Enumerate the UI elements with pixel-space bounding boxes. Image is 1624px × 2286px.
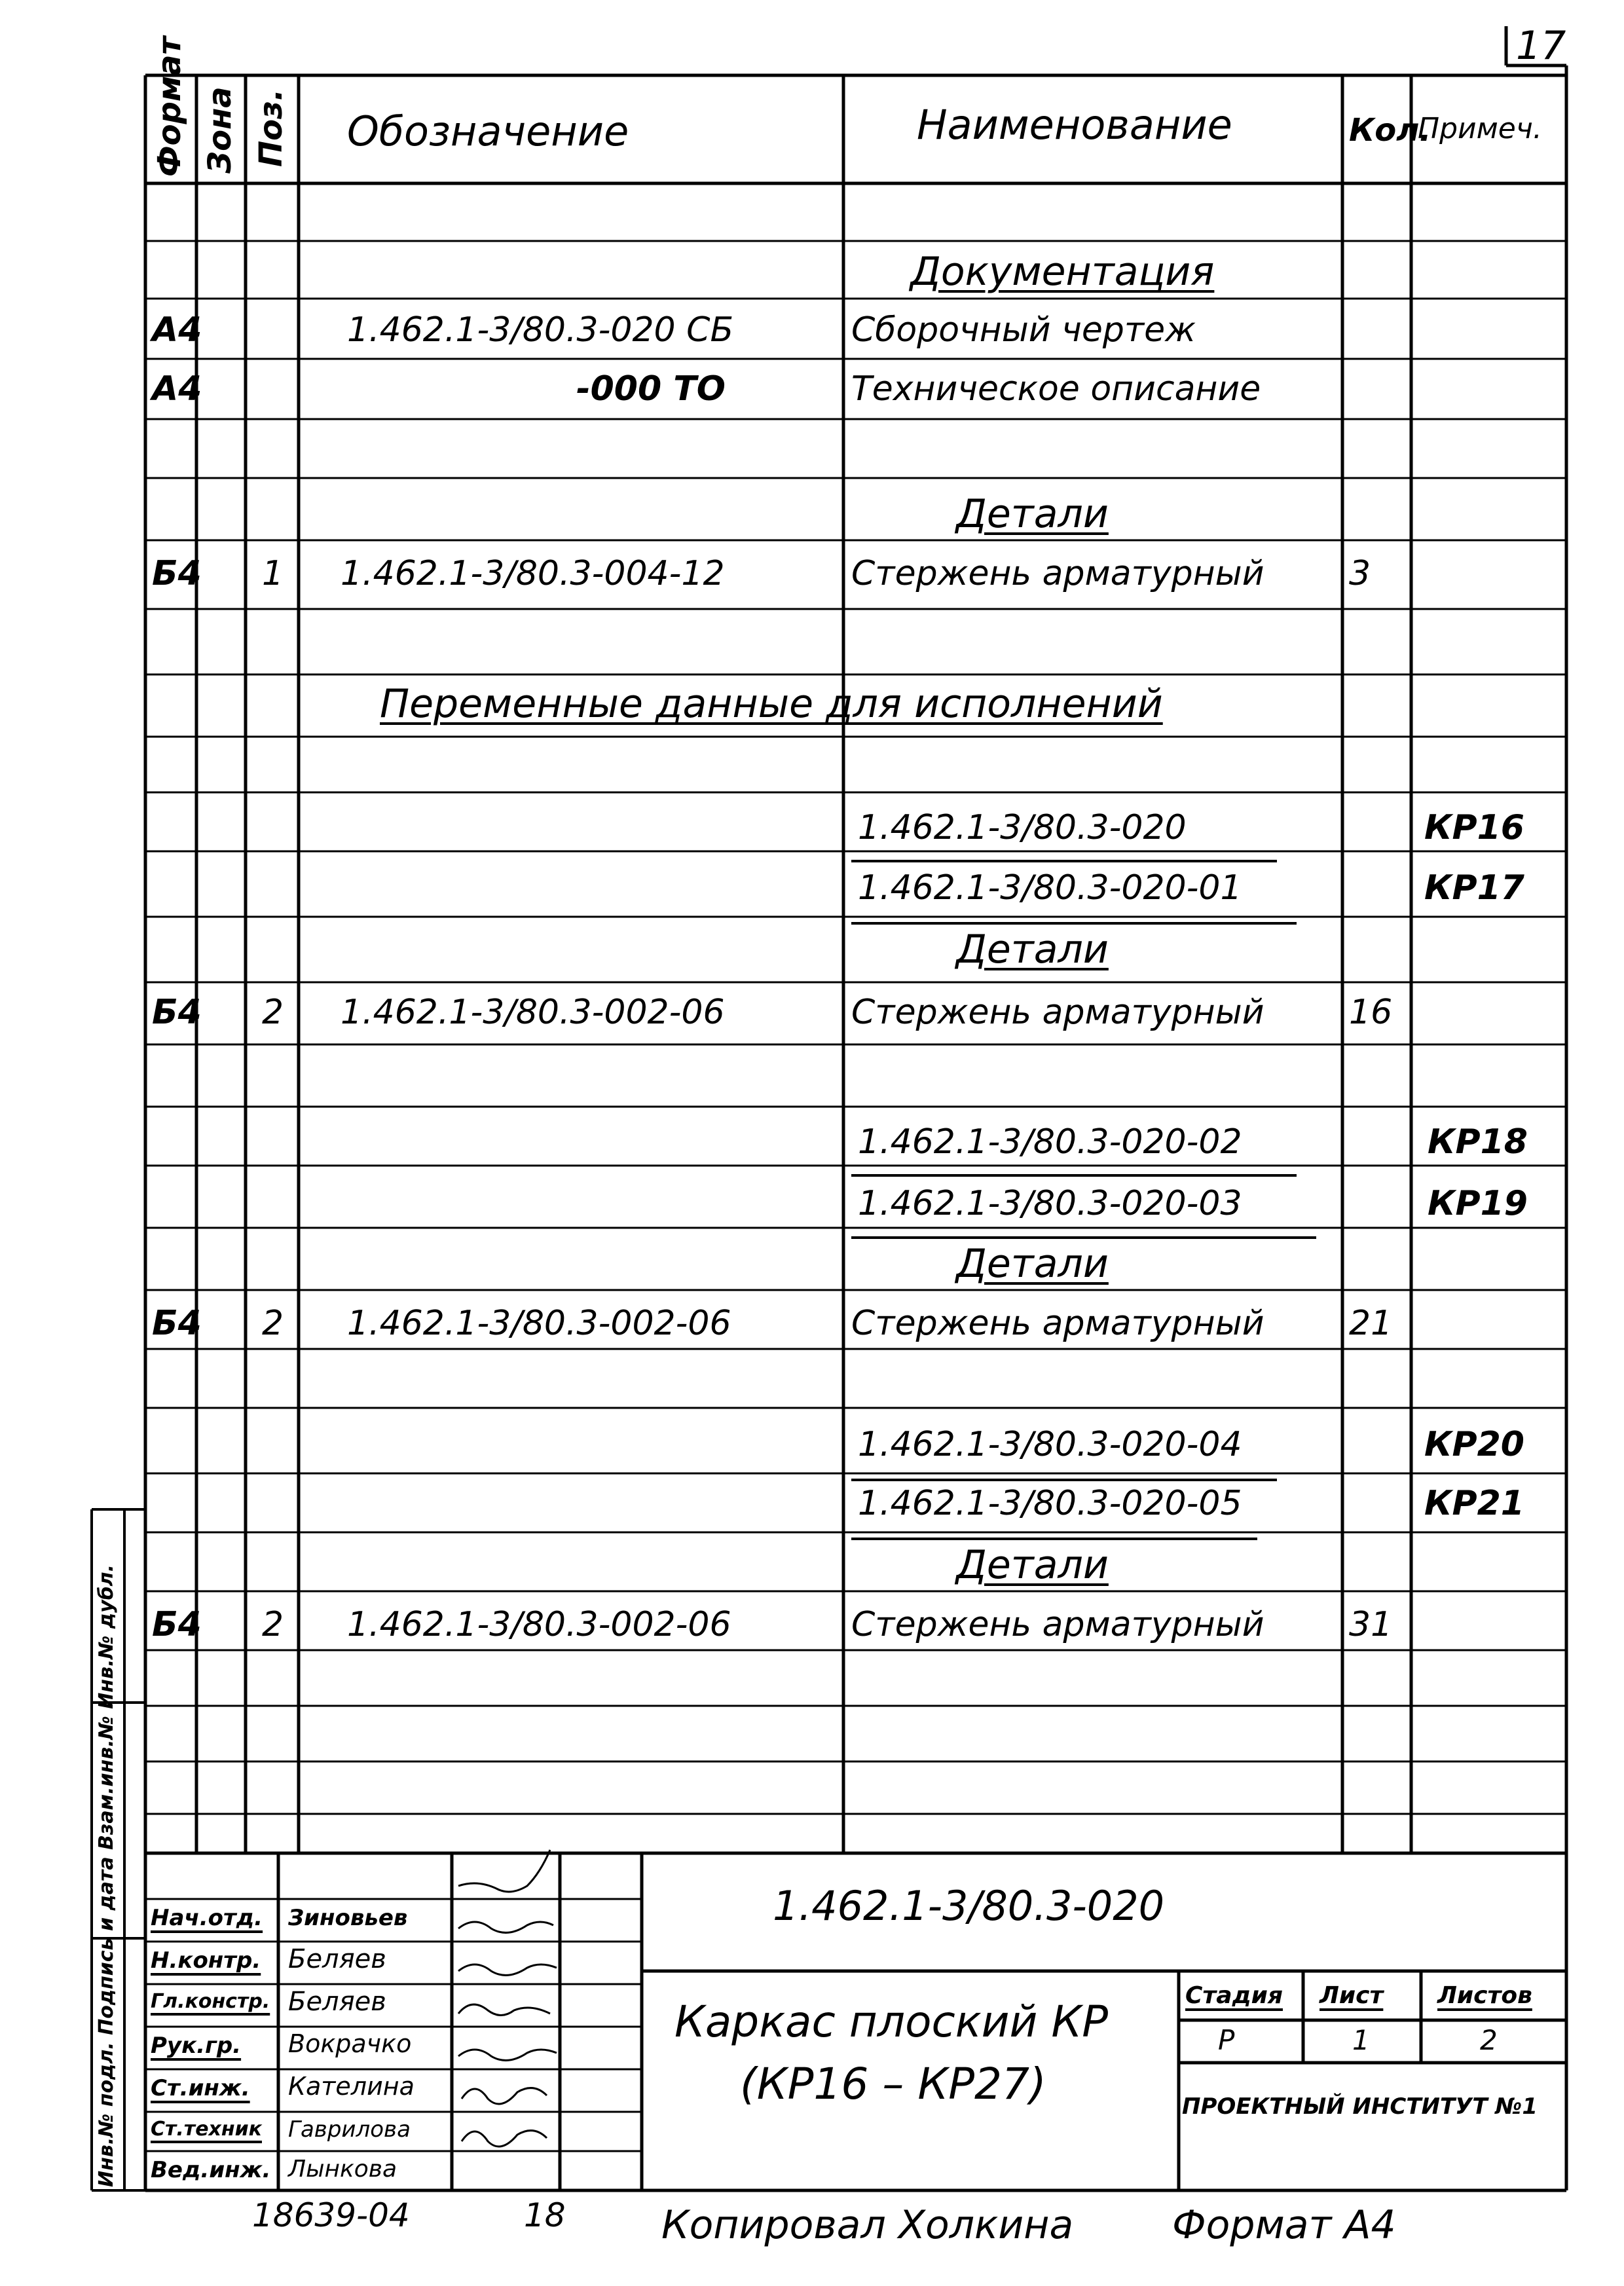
doc2-format: А4 xyxy=(152,369,202,409)
signature-6 xyxy=(462,2088,547,2104)
var4-name: 1.462.1-3/80.3-020-03 xyxy=(858,1184,1242,1223)
part4-name: Стержень арматурный xyxy=(851,1605,1264,1644)
part1-designation: 1.462.1-3/80.3-004-12 xyxy=(341,554,725,593)
sig-name-3: Беляев xyxy=(288,1987,386,2017)
sig-role-4: Рук.гр. xyxy=(151,2033,242,2059)
title-block-sheets-value: 2 xyxy=(1480,2024,1498,2056)
var3-note: КР18 xyxy=(1428,1122,1528,1162)
sig-role-1: Нач.отд. xyxy=(151,1905,263,1931)
signature-1 xyxy=(458,1850,550,1892)
header-qty: Кол. xyxy=(1349,112,1431,149)
title-block-sheet-label: Лист xyxy=(1320,1982,1384,2009)
doc2-name: Техническое описание xyxy=(851,369,1261,409)
var3-name: 1.462.1-3/80.3-020-02 xyxy=(858,1122,1242,1162)
part4-qty: 31 xyxy=(1349,1605,1393,1644)
part3-name: Стержень арматурный xyxy=(851,1304,1264,1343)
part1-pos: 1 xyxy=(262,554,284,593)
page-number: 17 xyxy=(1516,23,1566,69)
sig-name-6: Гаврилова xyxy=(288,2116,411,2143)
var5-name: 1.462.1-3/80.3-020-04 xyxy=(858,1425,1242,1464)
title-block-stage-label: Стадия xyxy=(1185,1982,1283,2009)
sig-role-6: Ст.техник xyxy=(151,2118,262,2141)
var6-name: 1.462.1-3/80.3-020-05 xyxy=(858,1484,1242,1523)
header-format: Формат xyxy=(151,36,188,177)
signature-scribbles xyxy=(458,1850,557,2147)
part2-designation: 1.462.1-3/80.3-002-06 xyxy=(341,993,725,1032)
title-block-stage-value: Р xyxy=(1218,2024,1235,2056)
sig-role-7: Вед.инж. xyxy=(151,2157,271,2183)
header-designation: Обозначение xyxy=(347,107,629,155)
footer-format: Формат А4 xyxy=(1172,2202,1396,2248)
sig-role-2: Н.контр. xyxy=(151,1947,261,1974)
part1-qty: 3 xyxy=(1349,554,1371,593)
part2-format: Б4 xyxy=(152,993,202,1032)
sig-name-5: Кателина xyxy=(288,2072,415,2101)
title-block-organization: ПРОЕКТНЫЙ ИНСТИТУТ №1 xyxy=(1182,2093,1538,2120)
var5-note: КР20 xyxy=(1424,1425,1524,1464)
part1-name: Стержень арматурный xyxy=(851,554,1264,593)
var1-note: КР16 xyxy=(1424,808,1524,847)
part4-format: Б4 xyxy=(152,1605,202,1644)
title-block-title-line1: Каркас плоский КР xyxy=(674,1997,1109,2047)
sig-name-7: Лынкова xyxy=(288,2156,397,2183)
sig-name-2: Беляев xyxy=(288,1944,386,1974)
part3-format: Б4 xyxy=(152,1304,202,1343)
title-block-rows xyxy=(145,1899,642,2151)
sig-role-5: Ст.инж. xyxy=(151,2075,250,2101)
footer-code: 18639-04 xyxy=(252,2196,410,2234)
part4-pos: 2 xyxy=(262,1605,284,1644)
signature-4 xyxy=(458,2004,550,2015)
part3-pos: 2 xyxy=(262,1304,284,1343)
signature-3 xyxy=(458,1964,557,1975)
header-pos: Поз. xyxy=(253,88,289,167)
section-title-parts-1: Детали xyxy=(956,491,1109,537)
var1-name: 1.462.1-3/80.3-020 xyxy=(858,808,1187,847)
sig-name-4: Вокрачко xyxy=(288,2029,412,2058)
section-title-variable-data: Переменные данные для исполнений xyxy=(380,681,1163,727)
header-zone: Зона xyxy=(202,86,238,174)
var2-name: 1.462.1-3/80.3-020-01 xyxy=(858,868,1242,908)
header-name: Наименование xyxy=(917,101,1232,149)
header-note: Примеч. xyxy=(1418,112,1542,145)
part3-qty: 21 xyxy=(1349,1304,1393,1343)
title-block-title-line2: (КР16 – КР27) xyxy=(740,2059,1046,2109)
part1-format: Б4 xyxy=(152,554,202,593)
title-block-designation: 1.462.1-3/80.3-020 xyxy=(773,1882,1165,1930)
part2-name: Стержень арматурный xyxy=(851,993,1264,1032)
doc1-format: А4 xyxy=(152,310,202,350)
doc1-designation: 1.462.1-3/80.3-020 СБ xyxy=(347,310,734,350)
footer-copied: Копировал Холкина xyxy=(661,2202,1074,2248)
section-title-parts-3: Детали xyxy=(956,1241,1109,1287)
title-block-sheets-label: Листов xyxy=(1437,1982,1532,2009)
side-stamp: Инв.№ подл. Подпись и дата Взам.инв.№ Инв.№ дубл. xyxy=(95,1564,118,2187)
part4-designation: 1.462.1-3/80.3-002-06 xyxy=(347,1605,731,1644)
sig-role-3: Гл.констр. xyxy=(151,1990,270,2013)
section-title-parts-2: Детали xyxy=(956,927,1109,972)
section-title-parts-4: Детали xyxy=(956,1542,1109,1588)
part3-designation: 1.462.1-3/80.3-002-06 xyxy=(347,1304,731,1343)
part2-pos: 2 xyxy=(262,993,284,1032)
table-grid xyxy=(145,23,1566,2190)
var4-note: КР19 xyxy=(1428,1184,1528,1223)
doc1-name: Сборочный чертеж xyxy=(851,310,1196,350)
section-title-documentation: Документация xyxy=(910,249,1215,295)
part2-qty: 16 xyxy=(1349,993,1393,1032)
var2-note: КР17 xyxy=(1424,868,1524,908)
signature-7 xyxy=(462,2131,547,2147)
signature-5 xyxy=(458,2050,557,2060)
var6-note: КР21 xyxy=(1424,1484,1524,1523)
title-block-sheet-value: 1 xyxy=(1352,2024,1370,2056)
sig-name-1: Зиновьев xyxy=(288,1905,408,1931)
doc2-designation: -000 ТО xyxy=(576,369,726,409)
footer-number: 18 xyxy=(524,2196,566,2234)
signature-2 xyxy=(458,1922,553,1932)
